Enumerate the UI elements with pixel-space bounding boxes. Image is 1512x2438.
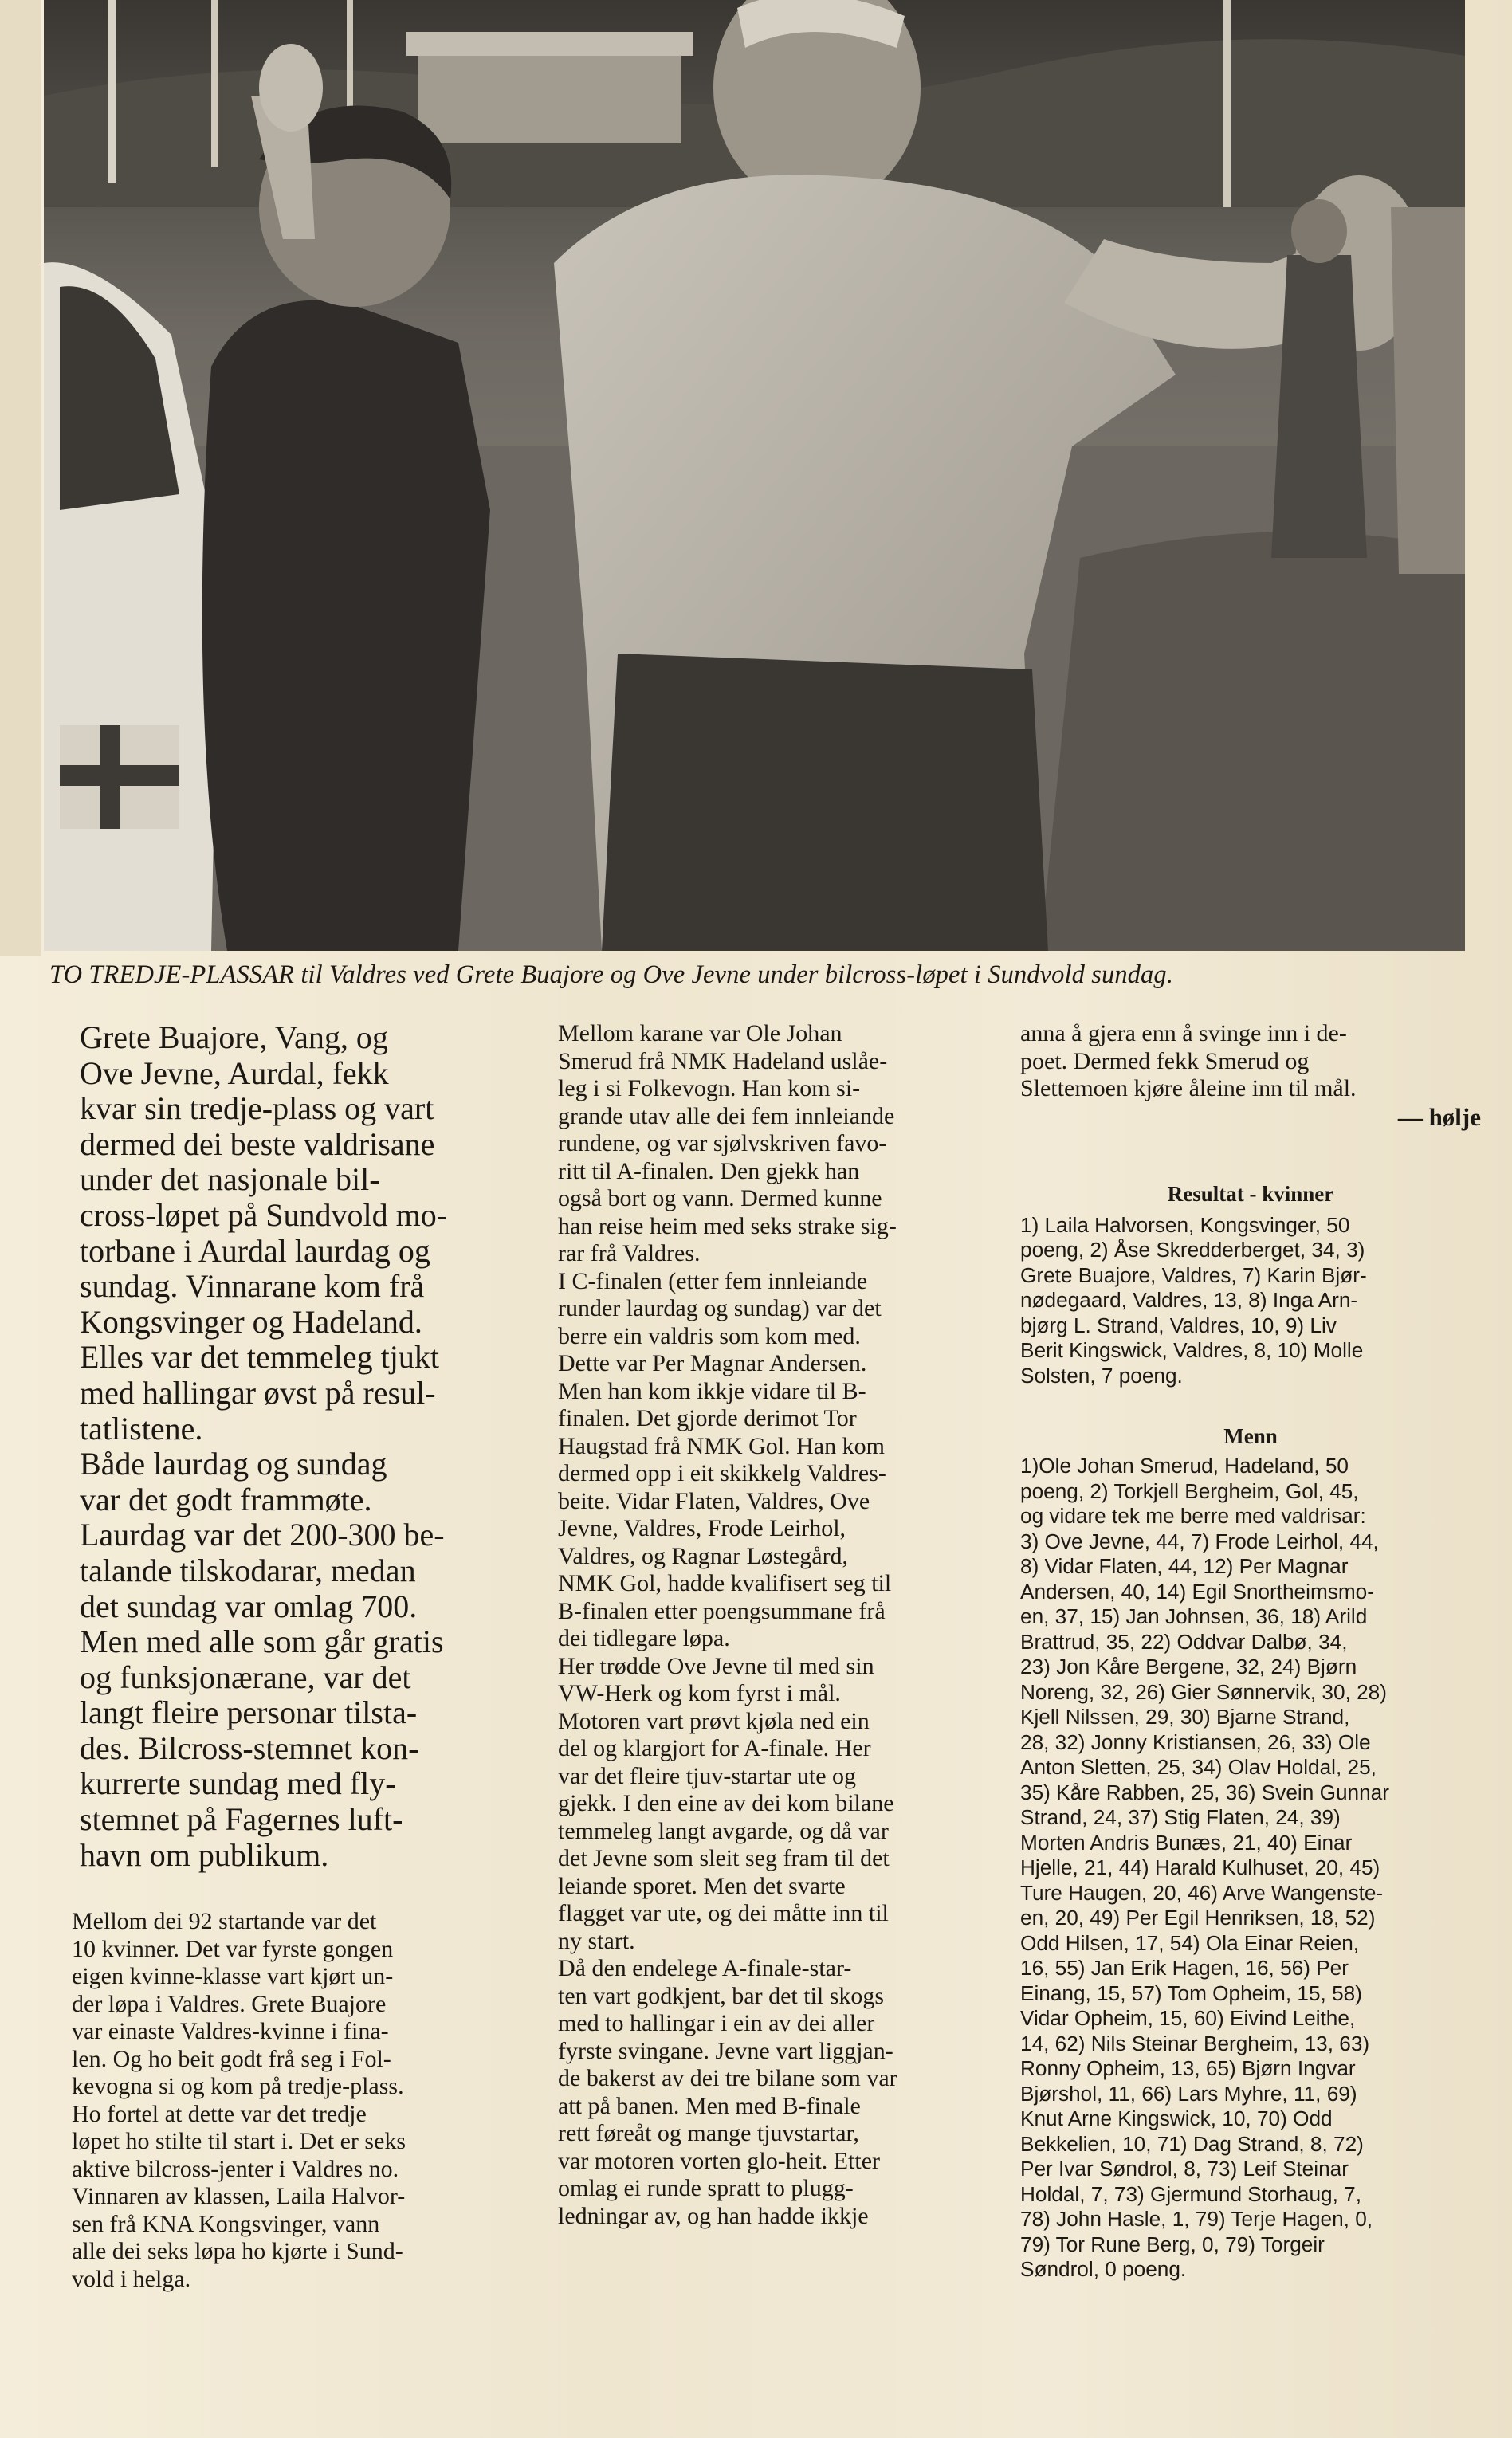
text-line: Valdres, og Ragnar Løstegård, [558, 1542, 849, 1569]
author-signature: — hølje [1397, 1102, 1481, 1131]
result-line: Anton Sletten, 25, 34) Olav Holdal, 25, [1020, 1755, 1377, 1779]
result-line: 1)Ole Johan Smerud, Hadeland, 50 [1020, 1454, 1349, 1478]
spacer [49, 1873, 496, 1908]
text-line: beite. Vidar Flaten, Valdres, Ove [558, 1487, 870, 1514]
text-line: var motoren vorten glo-heit. Etter [558, 2147, 881, 2174]
text-line: tatlistene. [80, 1410, 203, 1447]
text-line: langt fleire personar tilsta- [80, 1694, 418, 1731]
text-line: Kongsvinger og Hadeland. [80, 1303, 422, 1340]
text-line: dei tidlegare løpa. [558, 1625, 730, 1651]
text-line: 10 kvinner. Det var fyrste gongen [72, 1935, 394, 1962]
result-line: poeng, 2) Åse Skredderberget, 34, 3) [1020, 1238, 1365, 1262]
text-line: Då den endelege A-finale-star- [558, 1955, 852, 1981]
lead-paragraph [49, 1020, 496, 1447]
result-line: Morten Andris Bunæs, 21, 40) Einar [1020, 1830, 1353, 1855]
text-line: B-finalen etter poengsummane frå [558, 1597, 886, 1624]
text-line: han reise heim med seks strake sig- [558, 1212, 897, 1239]
text-line: Men han kom ikkje vidare til B- [558, 1377, 866, 1404]
text-line: sundag. Vinnarane kom frå [80, 1268, 425, 1305]
result-line: en, 37, 15) Jan Johnsen, 36, 18) Arild [1020, 1604, 1368, 1628]
result-line: Bjørshol, 11, 66) Lars Myhre, 11, 69) [1020, 2081, 1357, 2106]
text-line: VW-Herk og kom fyrst i mål. [558, 1680, 841, 1706]
text-line: det sundag var omlag 700. [80, 1588, 418, 1624]
result-line: Noreng, 32, 26) Gier Sønnervik, 30, 28) [1020, 1679, 1387, 1704]
text-line: var einaste Valdres-kvinne i fina- [72, 2018, 389, 2045]
result-line: Brattrud, 35, 22) Oddvar Dalbø, 34, [1020, 1629, 1348, 1654]
text-line: NMK Gol, hadde kvalifisert seg til [558, 1570, 892, 1596]
text-line: de bakerst av dei tre bilane som var [558, 2065, 897, 2091]
result-line: Andersen, 40, 14) Egil Snortheimsmo- [1020, 1579, 1374, 1604]
photo-illustration [44, 0, 1465, 951]
text-line: talande tilskodarar, medan [80, 1552, 416, 1588]
lead-text [49, 1020, 496, 1873]
results-men-heading: Menn [1223, 1424, 1278, 1448]
body-text [49, 1908, 496, 2293]
text-line: Dette var Per Magnar Andersen. [558, 1350, 867, 1376]
text-line: der løpa i Valdres. Grete Buajore [72, 1990, 387, 2017]
text-line: fyrste svingane. Jevne vart liggjan- [558, 2037, 893, 2064]
body-text [1020, 1020, 1481, 1103]
result-line: 3) Ove Jevne, 44, 7) Frode Leirhol, 44, [1020, 1529, 1379, 1553]
text-line: grande utav alle dei fem innleiande [558, 1102, 895, 1129]
body-paragraph [1020, 1020, 1481, 1103]
text-line: anna å gjera enn å svinge inn i de- [1020, 1020, 1347, 1046]
body-paragraph [49, 1908, 496, 2293]
result-line: Grete Buajore, Valdres, 7) Karin Bjør- [1020, 1262, 1367, 1287]
text-line: des. Bilcross-stemnet kon- [80, 1729, 419, 1766]
text-line: stemnet på Fagernes luft- [80, 1801, 403, 1838]
result-line: Odd Hilsen, 17, 54) Ola Einar Reien, [1020, 1930, 1360, 1955]
text-line: torbane i Aurdal laurdag og [80, 1232, 430, 1269]
text-line: finalen. Det gjorde derimot Tor [558, 1405, 857, 1431]
text-line: eigen kvinne-klasse vart kjørt un- [72, 1963, 394, 1990]
result-line: Holdal, 7, 73) Gjermund Storhaug, 7, [1020, 2181, 1361, 2206]
text-line: aktive bilcross-jenter i Valdres no. [72, 2155, 399, 2182]
result-line: 14, 62) Nils Steinar Bergheim, 13, 63) [1020, 2031, 1370, 2055]
page-margin-strip [0, 0, 41, 956]
text-line: I C-finalen (etter fem innleiande [558, 1267, 868, 1294]
text-line: leiande sporet. Men det svarte [558, 1872, 846, 1899]
text-line: ten vart godkjent, bar det til skogs [558, 1982, 885, 2009]
text-line: runder laurdag og sundag) var det [558, 1295, 882, 1321]
result-line: 16, 55) Jan Erik Hagen, 16, 56) Per [1020, 1956, 1349, 1980]
result-line: og vidare tek me berre med valdrisar: [1020, 1504, 1366, 1528]
text-line: alle dei seks løpa ho kjørte i Sund- [72, 2238, 403, 2265]
caption-lead: TO TREDJE-PLASSAR [49, 960, 295, 989]
body-paragraph [536, 1020, 984, 1268]
result-line: Knut Arne Kingswick, 10, 70) Odd [1020, 2106, 1333, 2130]
body-paragraph [536, 1653, 984, 1956]
text-line: sen frå KNA Kongsvinger, vann [72, 2210, 380, 2237]
result-line: 78) John Hasle, 1, 79) Terje Hagen, 0, [1020, 2207, 1373, 2231]
text-line: med hallingar øvst på resul- [80, 1374, 436, 1411]
text-line: Elles var det temmeleg tjukt [80, 1339, 439, 1376]
text-line: Mellom karane var Ole Johan [558, 1020, 842, 1046]
text-line: Mellom dei 92 startande var det [72, 1908, 377, 1935]
text-line: att på banen. Men med B-finale [558, 2092, 861, 2119]
result-line: poeng, 2) Torkjell Bergheim, Gol, 45, [1020, 1478, 1359, 1503]
result-line: 23) Jon Kåre Bergene, 32, 24) Bjørn [1020, 1655, 1357, 1678]
results-women-list [1020, 1213, 1481, 1389]
results-men-list [1020, 1454, 1481, 2283]
text-line: rundene, og var sjølvskriven favo- [558, 1130, 887, 1156]
result-line: Strand, 24, 37) Stig Flaten, 24, 39) [1020, 1805, 1341, 1829]
text-line: var det godt frammøte. [80, 1481, 372, 1517]
text-line: Haugstad frå NMK Gol. Han kom [558, 1432, 885, 1459]
result-line: Berit Kingswick, Valdres, 8, 10) Molle [1020, 1338, 1364, 1362]
text-line: omlag ei runde spratt to plugg- [558, 2175, 854, 2201]
text-line: kurrerte sundag med fly- [80, 1765, 396, 1802]
text-line: Ove Jevne, Aurdal, fekk [80, 1054, 389, 1091]
text-line: kvar sin tredje-plass og vart [80, 1090, 434, 1127]
text-line: leg i si Folkevogn. Han kom si- [558, 1075, 861, 1101]
result-line: Hjelle, 21, 44) Harald Kulhuset, 20, 45) [1020, 1855, 1380, 1879]
body-text [536, 1020, 984, 2230]
text-line: Slettemoen kjøre åleine inn til mål. [1020, 1075, 1357, 1101]
text-line: dermed dei beste valdrisane [80, 1125, 435, 1162]
article-column-2 [536, 1020, 984, 2230]
result-line: 8) Vidar Flaten, 44, 12) Per Magnar [1020, 1554, 1349, 1578]
body-paragraph [536, 1955, 984, 2230]
result-line: bjørg L. Strand, Valdres, 10, 9) Liv [1020, 1313, 1337, 1337]
result-line: 79) Tor Rune Berg, 0, 79) Torgeir [1020, 2232, 1325, 2256]
text-line: flagget var ute, og dei måtte inn til [558, 1900, 889, 1926]
result-line: 35) Kåre Rabben, 25, 36) Svein Gunnar [1020, 1780, 1389, 1804]
text-line: poet. Dermed fekk Smerud og [1020, 1047, 1310, 1074]
lead-paragraph [49, 1447, 496, 1873]
text-line: ledningar av, og han hadde ikkje [558, 2202, 869, 2229]
text-line: det Jevne som sleit seg fram til det [558, 1845, 890, 1871]
result-line: en, 20, 49) Per Egil Henriksen, 18, 52) [1020, 1906, 1376, 1930]
text-line: gjekk. I den eine av dei kom bilane [558, 1790, 894, 1816]
result-line: Ture Haugen, 20, 46) Arve Wangenste- [1020, 1880, 1384, 1905]
text-line: Både laurdag og sundag [80, 1446, 387, 1482]
text-line: berre ein valdris som kom med. [558, 1322, 861, 1349]
text-line: Jevne, Valdres, Frode Leirhol, [558, 1515, 846, 1541]
result-line: Søndrol, 0 poeng. [1020, 2257, 1187, 2281]
text-line: cross-løpet på Sundvold mo- [80, 1196, 448, 1233]
text-line: del og klargjort for A-finale. Her [558, 1735, 871, 1761]
photo-caption [49, 956, 1468, 993]
text-line: havn om publikum. [80, 1836, 329, 1873]
text-line: dermed opp i eit skikkelg Valdres- [558, 1460, 886, 1486]
text-line: rar frå Valdres. [558, 1240, 701, 1266]
news-photo [44, 0, 1465, 951]
text-line: ritt til A-finalen. Den gjekk han [558, 1157, 860, 1184]
text-line: kevogna si og kom på tredje-plass. [72, 2073, 404, 2100]
text-line: Smerud frå NMK Hadeland uslåe- [558, 1047, 888, 1074]
caption-text: til Valdres ved Grete Buajore og Ove Jevne under bilcross-løpet i Sundvold sundag. [294, 960, 1173, 989]
result-line: Kjell Nilssen, 29, 30) Bjarne Strand, [1020, 1705, 1350, 1729]
text-line: og funksjonærane, var det [80, 1659, 411, 1695]
result-line: Solsten, 7 poeng. [1020, 1363, 1183, 1388]
result-line: Ronny Opheim, 13, 65) Bjørn Ingvar [1020, 2056, 1356, 2080]
text-line: også bort og vann. Dermed kunne [558, 1185, 882, 1211]
text-line: løpet ho stilte til start i. Det er seks [72, 2128, 406, 2155]
result-line: 1) Laila Halvorsen, Kongsvinger, 50 [1020, 1212, 1350, 1237]
text-line: Her trødde Ove Jevne til med sin [558, 1652, 874, 1679]
result-line: nødegaard, Valdres, 13, 8) Inga Arn- [1020, 1288, 1358, 1312]
text-line: Vinnaren av klassen, Laila Halvor- [72, 2183, 406, 2210]
text-line: len. Og ho beit godt frå seg i Fol- [72, 2045, 391, 2072]
result-line: 28, 32) Jonny Kristiansen, 26, 33) Ole [1020, 1729, 1371, 1754]
text-line: med to hallingar i ein av dei aller [558, 2010, 875, 2036]
body-paragraph [536, 1268, 984, 1653]
text-line: Men med alle som går gratis [80, 1623, 444, 1660]
text-line: temmeleg langt avgarde, og då var [558, 1817, 889, 1844]
text-line: rett føreåt og mange tjuvstartar, [558, 2120, 859, 2146]
result-line: Bekkelien, 10, 71) Dag Strand, 8, 72) [1020, 2131, 1364, 2156]
text-line: Laurdag var det 200-300 be- [80, 1517, 445, 1553]
text-line: Grete Buajore, Vang, og [80, 1019, 388, 1055]
result-line: Einang, 15, 57) Tom Opheim, 15, 58) [1020, 1981, 1362, 2005]
text-line: ny start. [558, 1927, 635, 1954]
text-line: var det fleire tjuv-startar ute og [558, 1762, 857, 1789]
text-line: under det nasjonale bil- [80, 1161, 380, 1198]
text-line: vold i helga. [72, 2265, 191, 2292]
results-women-heading: Resultat - kvinner [1167, 1181, 1334, 1206]
result-line: Per Ivar Søndrol, 8, 73) Leif Steinar [1020, 2157, 1349, 2181]
article-column-3 [1020, 1020, 1481, 2283]
article-column-1 [49, 1020, 496, 2293]
text-line: Ho fortel at dette var det tredje [72, 2100, 367, 2127]
result-line: Vidar Opheim, 15, 60) Eivind Leithe, [1020, 2006, 1356, 2030]
text-line: Motoren vart prøvt kjøla ned ein [558, 1707, 870, 1734]
